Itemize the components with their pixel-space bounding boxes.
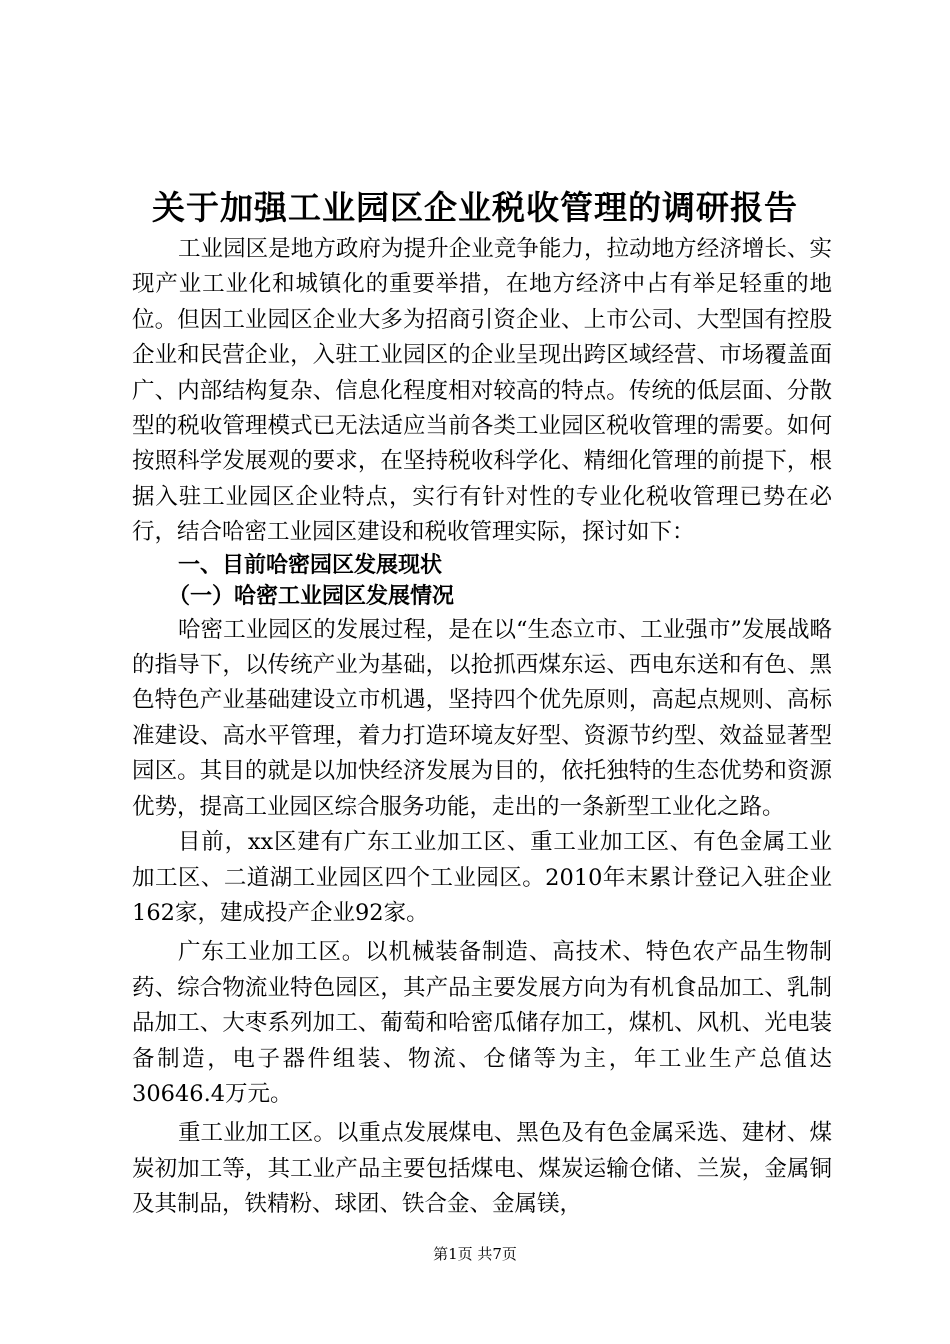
- paragraph-intro: 工业园区是地方政府为提升企业竞争能力，拉动地方经济增长、实现产业工业化和城镇化的重要举措，在地方经济中占有举足轻重的地位。但因工业园区企业大多为招商引资企业、上市公司、大型国有控股企业和民营企业，入驻工业园区的企业呈现出跨区域经营、市场覆盖面广、内部结构复杂、信息化程度相对较高的特点。传统的低层面、分散型的税收管理模式已无法适应当前各类工业园区税收管理的需要。如何按照科学发展观的要求，在坚持税收科学化、精细化管理的前提下，根据入驻工业园区企业特点，实行有针对性的专业化税收管理已势在必行，结合哈密工业园区建设和税收管理实际，探讨如下：: [132, 236, 832, 546]
- paragraph-guangdong: 广东工业加工区。以机械装备制造、高技术、特色农产品生物制药、综合物流业特色园区，其产品主要发展方向为有机食品加工、乳制品加工、大枣系列加工、葡萄和哈密瓜储存加工，煤机、风机、光电装备制造，电子器件组装、物流、仓储等为主，年工业生产总值达30646.4万元。: [132, 939, 832, 1107]
- subsection-heading: （一）哈密工业园区发展情况: [168, 583, 455, 609]
- paragraph-development: 哈密工业园区的发展过程，是在以“生态立市、工业强市”发展战略的指导下，以传统产业为基础，以抢抓西煤东运、西电东送和有色、黑色特色产业基础建设立市机遇，坚持四个优先原则，高起点规则、高标准建设、高水平管理，着力打造环境友好型、资源节约型、效益显著型园区。其目的就是以加快经济发展为目的，依托独特的生态优势和资源优势，提高工业园区综合服务功能，走出的一条新型工业化之路。: [132, 616, 832, 820]
- page-number: 第1页 共7页: [433, 1245, 517, 1263]
- document-title: 关于加强工业园区企业税收管理的调研报告: [152, 188, 798, 227]
- paragraph-current: 目前，xx区建有广东工业加工区、重工业加工区、有色金属工业加工区、二道湖工业园区四个工业园区。2010年末累计登记入驻企业162家，建成投产企业92家。: [132, 829, 832, 926]
- document-body: [132, 232, 832, 1223]
- section-heading: 一、目前哈密园区发展现状: [178, 552, 443, 578]
- paragraph-heavy-industry: 重工业加工区。以重点发展煤电、黑色及有色金属采选、建材、煤炭初加工等，其工业产品主要包括煤电、煤炭运输仓储、兰炭，金属铜及其制品，铁精粉、球团、铁合金、金属镁，: [132, 1120, 832, 1218]
